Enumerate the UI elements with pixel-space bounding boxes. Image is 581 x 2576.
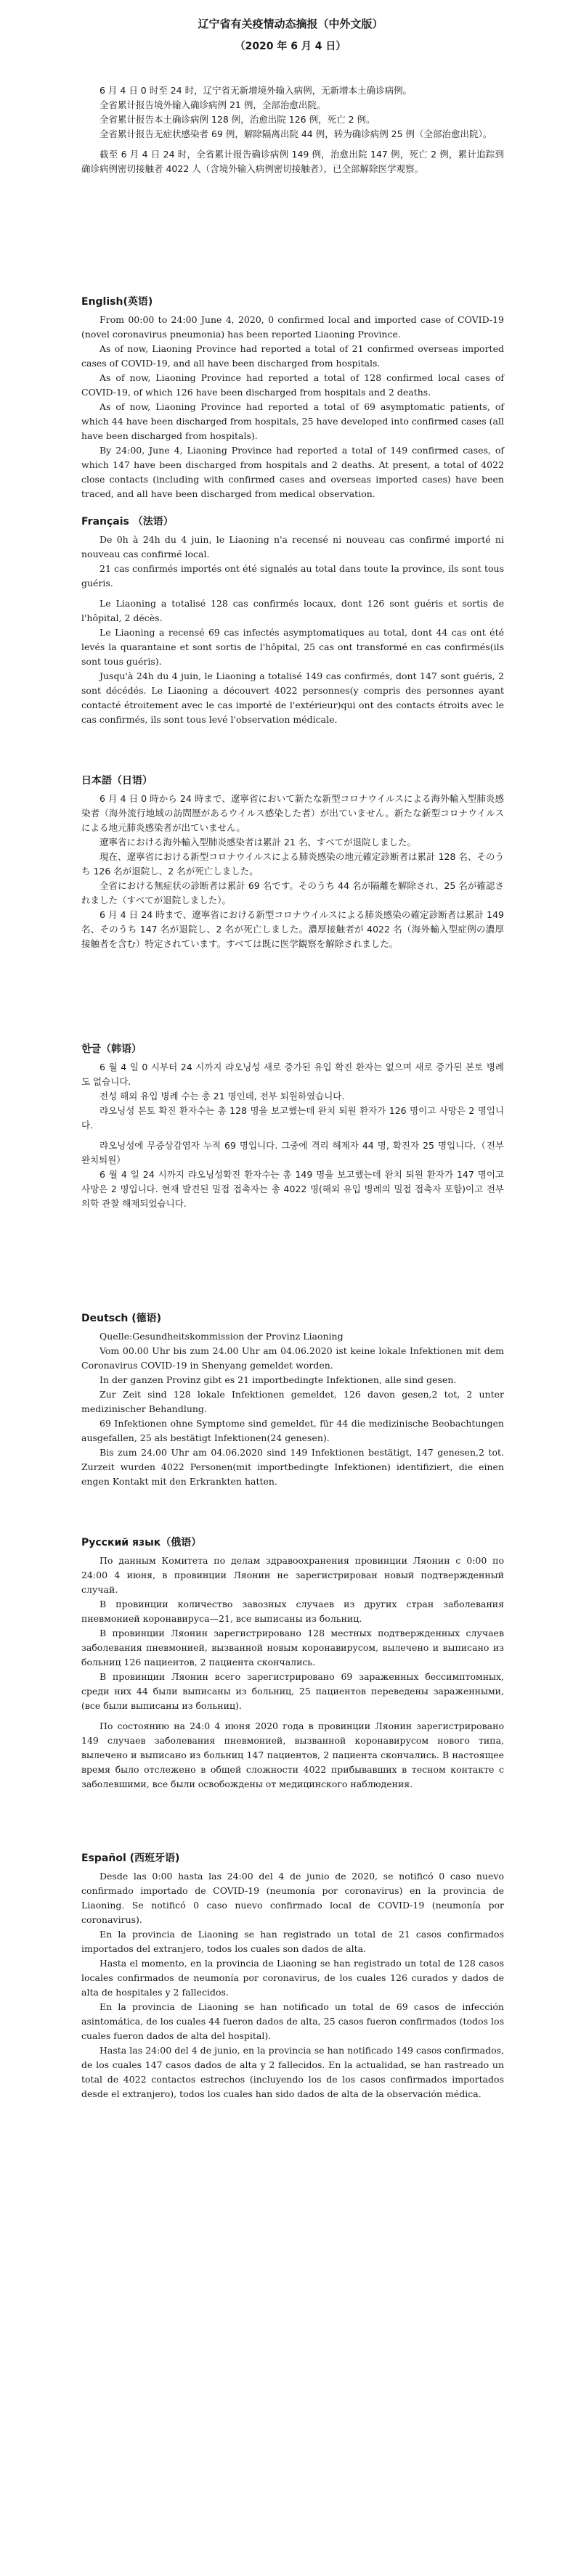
paragraph: В провинции Ляонин всего зарегистрировано 69 зараженных бессимптомных, среди них 44 были выписаны из больниц, 25 пациентов переведены зараженными, (все были выписаны из больниц).: [81, 1671, 504, 1711]
paragraph: De 0h à 24h du 4 juin, le Liaoning n'a recensé ni nouveau cas confirmé importé ni nouveau cas confirmé local.: [81, 534, 504, 559]
paragraph: По состоянию на 24:0 4 июня 2020 года в провинции Ляонин зарегистрировано 149 случаев заболевания пневмонией, вызванной коронавирусом нового типа, вылечено и выписано из больниц 147 пациентов, 2 пациента скончались. В настоящее время было отслежено в общей сложности 4022 прибывавших в тесном контакте с заболевшими, все были освобождены от медицинского наблюдения.: [81, 1720, 504, 1789]
paragraph: В провинции Ляонин зарегистрировано 128 местных подтвержденных случаев заболевания пневмонией, вызванной новым коронавирусом, вылечено и выписано из больниц 126 пациентов, 2 пациента скончались.: [81, 1628, 504, 1668]
section-title: Français （法语）: [81, 516, 174, 528]
section-title: English(英语): [81, 296, 153, 308]
paragraph: Le Liaoning a totalisé 128 cas confirmés locaux, dont 126 sont guéris et sortis de l'hôpital, 2 décès.: [81, 598, 504, 623]
paragraph: Zur Zeit sind 128 lokale Infektionen gemeldet, 126 davon gesen,2 tot, 2 unter medizinischer Behandlung.: [81, 1389, 504, 1414]
paragraph: 6 월 4 일 0 시부터 24 시까지 랴오닝성 새로 증가된 유입 확진 환자는 없으며 새로 증가된 본토 병례도 없습니다.: [81, 1062, 504, 1087]
paragraph: As of now, Liaoning Province had reported a total of 128 confirmed local cases of COVID-19, of which 126 have been discharged from hospitals and 2 deaths.: [81, 372, 504, 398]
section-title: Русский язык（俄语）: [81, 1537, 202, 1549]
paragraph: As of now, Liaoning Province had reported a total of 21 confirmed overseas imported cases of COVID-19, and all have been discharged from hospitals.: [81, 343, 504, 369]
section-german: [81, 1310, 504, 1489]
section-chinese: [81, 83, 504, 176]
section-french: [81, 514, 504, 727]
paragraph: By 24:00, June 4, Liaoning Province had reported a total of 149 confirmed cases, of which 147 have been discharged from hospitals and 2 deaths. At present, a total of 4022 close contacts (including with confirmed cases and overseas imported cases) have been traced, and all have been discharged from medical observation.: [81, 445, 504, 499]
paragraph: 全省累计报告本土确诊病例 128 例，治愈出院 126 例，死亡 2 例。: [99, 114, 375, 125]
paragraph: 전성 해외 유입 병례 수는 총 21 명인데, 전부 퇴원하였습니다.: [99, 1091, 345, 1102]
paragraph: 6 월 4 일 24 시까지 랴오닝성확진 환자수는 총 149 명을 보고했는데 완치 퇴원 환자가 147 명이고 사망은 2 명입니다. 현재 발견된 밀접 접촉자는 총 4022 명(해외 유입 병례의 밀접 접촉자 포함)이고 전부 의학 관찰 해제되었습니다.: [81, 1169, 504, 1209]
paragraph: 21 cas confirmés importés ont été signalés au total dans toute la province, ils sont tous guéris.: [81, 563, 504, 588]
paragraph: 랴오닝성에 무증상감염자 누적 69 명입니다. 그중에 격리 해제자 44 명, 확진자 25 명입니다.（전부 완치퇴원）: [81, 1140, 504, 1165]
section-korean: [81, 1041, 504, 1211]
paragraph: 6 月 4 日 24 時まで、遼寧省における新型コロナウイルスによる肺炎感染の確定診断者は累計 149 名、そのうち 147 名が退院し、2 名が死亡しました。濃厚接触者が 4022 名（海外輸入型症例の濃厚接触者を含む）特定されています。すべては既に医学観察を解除されました。: [81, 909, 504, 949]
paragraph: 69 Infektionen ohne Symptome sind gemeldet, für 44 die medizinische Beobachtungen ausgefallen, 25 als bestätigt Infektionen(24 genesen).: [81, 1418, 504, 1443]
section-title: 한글（韩语）: [81, 1043, 142, 1055]
paragraph: Le Liaoning a recensé 69 cas infectés asymptomatiques au total, dont 44 cas ont été levés la quarantaine et sont sortis de l'hôpital, 25 cas ont transformé en cas confirmés(ils sont tous guéris).: [81, 627, 504, 667]
paragraph: From 00:00 to 24:00 June 4, 2020, 0 confirmed local and imported case of COVID-19 (novel coronavirus pneumonia) has been reported Liaoning Province.: [81, 314, 504, 340]
paragraph: 截至 6 月 4 日 24 时，全省累计报告确诊病例 149 例，治愈出院 147 例，死亡 2 例，累计追踪到确诊病例密切接触者 4022 人（含境外输入病例密切接触者），已全部解除医学观察。: [81, 149, 504, 174]
paragraph: Vom 00.00 Uhr bis zum 24.00 Uhr am 04.06.2020 ist keine lokale Infektionen mit dem Coronavirus COVID-19 in Shenyang gemeldet worden.: [81, 1345, 504, 1371]
paragraph: Desde las 0:00 hasta las 24:00 del 4 de junio de 2020, se notificó 0 caso nuevo confirmado importado de COVID-19 (neumonía por coronavirus) en la provincia de Liaoning. Se notificó 0 caso nuevo confirmado local de COVID-19 (neumonía por coronavirus).: [81, 1871, 504, 1925]
paragraph: Hasta las 24:00 del 4 de junio, en la provincia se han notificado 149 casos confirmados, de los cuales 147 casos dados de alta y 2 fallecidos. En la actualidad, se han rastreado un total de 4022 contactos estrechos (incluyendo los de los casos confirmados importados desde el extranjero), todos los cuales han sido dados de alta de la observación médica.: [81, 2045, 504, 2099]
paragraph: Jusqu'à 24h du 4 juin, le Liaoning a totalisé 149 cas confirmés, dont 147 sont guéris, 2 sont décédés. Le Liaoning a découvert 4022 personnes(y compris des personnes ayant contacté étroitement avec le cas importé de l'extérieur)qui ont des contacts étroits avec le cas confirmés, ils sont tous levé l'observation médicale.: [81, 670, 504, 725]
paragraph: 遼寧省における海外輸入型肺炎感染者は累計 21 名、すべてが退院しました。: [99, 837, 417, 848]
paragraph: В провинции количество завозных случаев из других стран заболевания пневмонией коронавируса—21, все выписаны из больниц.: [81, 1599, 504, 1624]
section-spanish: [81, 1850, 504, 2101]
document-title: 辽宁省有关疫情动态摘报（中外文版）: [198, 17, 383, 30]
paragraph: As of now, Liaoning Province had reported a total of 69 asymptomatic patients, of which 44 have been discharged from hospitals, 25 have developed into confirmed cases (all have been discharged from hospitals).: [81, 401, 504, 441]
paragraph: 全省における無症状の診断者は累計 69 名です。そのうち 44 名が隔離を解除され、25 名が確認されました（すべてが退院しました）。: [81, 880, 504, 906]
section-title: Español (西班牙语): [81, 1853, 180, 1864]
section-title: Deutsch (德语): [81, 1313, 162, 1324]
paragraph: 全省累计报告无症状感染者 69 例，解除隔离出院 44 例，转为确诊病例 25 例（全部治愈出院）。: [99, 128, 492, 139]
paragraph: 全省累计报告境外输入确诊病例 21 例，全部治愈出院。: [99, 99, 326, 110]
document-header: [0, 0, 581, 53]
paragraph: 6 月 4 日 0 時から 24 時まで、遼寧省において新たな新型コロナウイルスによる海外輸入型肺炎感染者（海外流行地域の訪問歴があるウイルス感染した者）が出ていません。新たな新型コロナウイルスによる地元肺炎感染者が出ていません。: [81, 793, 504, 833]
paragraph: In der ganzen Provinz gibt es 21 importbedingte Infektionen, alle sind gesen.: [99, 1374, 457, 1385]
paragraph: 6 月 4 日 0 时至 24 时，辽宁省无新增境外输入病例，无新增本土确诊病例。: [99, 85, 413, 96]
paragraph: По данным Комитета по делам здравоохранения провинции Ляонин с 0:00 по 24:00 4 июня, в провинции Ляонин не зарегистрирован новый подтвержденный случай.: [81, 1555, 504, 1595]
paragraph: En la provincia de Liaoning se han registrado un total de 21 casos confirmados importados del extranjero, todos los cuales son dados de alta.: [81, 1929, 504, 1954]
section-title: 日本語（日语）: [81, 775, 153, 787]
document-date: （2020 年 6 月 4 日）: [235, 41, 346, 52]
paragraph: 現在、遼寧省における新型コロナウイルスによる肺炎感染の地元確定診断者は累計 128 名、そのうち 126 名が退院し、2 名が死亡しました。: [81, 851, 504, 877]
section-russian: [81, 1535, 504, 1792]
section-japanese: [81, 773, 504, 951]
section-english: [81, 294, 504, 501]
paragraph: Quelle:Gesundheitskommission der Provinz Liaoning: [99, 1331, 344, 1342]
paragraph: En la provincia de Liaoning se han notificado un total de 69 casos de infección asintomática, de los cuales 44 fueron dados de alta, 25 casos fueron confirmados (todos los cuales fueron dados de alta del hospital).: [81, 2001, 504, 2041]
paragraph: 랴오닝성 본토 확진 환자수는 총 128 명을 보고했는데 완치 퇴원 환자가 126 명이고 사망은 2 명입니다.: [81, 1105, 504, 1131]
paragraph: Bis zum 24.00 Uhr am 04.06.2020 sind 149 Infektionen bestätigt, 147 genesen,2 tot. Zurzeit wurden 4022 Personen(mit importbedingte Infektionen) identifiziert, die einen engen Kontakt mit den Erkrankten hatten.: [81, 1447, 504, 1487]
paragraph: Hasta el momento, en la provincia de Liaoning se han registrado un total de 128 casos locales confirmados de neumonía por coronavirus, de los cuales 126 curados y dados de alta de hospitales y 2 fallecidos.: [81, 1958, 504, 1998]
